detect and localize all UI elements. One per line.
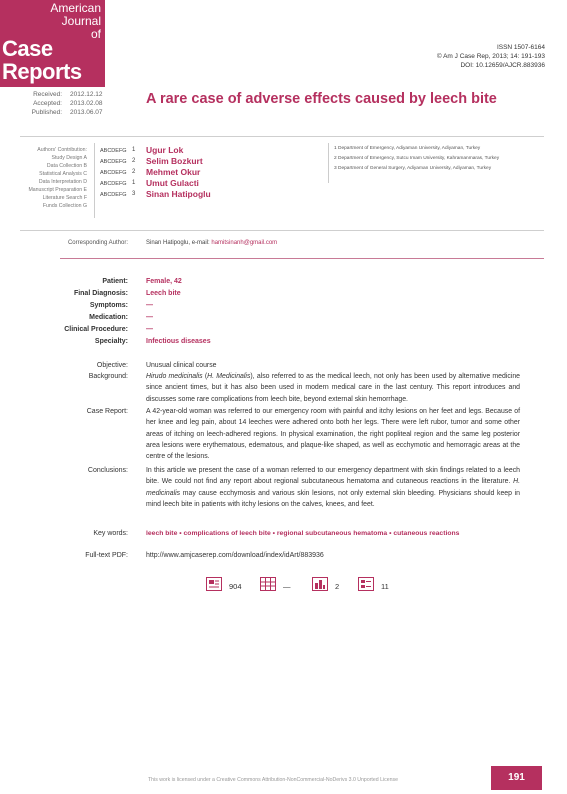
patient-label: Patient: <box>102 278 128 285</box>
accepted-label: Accepted: <box>33 100 62 107</box>
affiliation: 3 Department of General Surgery, Adiyaman University, Adiyaman, Turkey <box>334 166 492 171</box>
word-count: 904 <box>229 582 242 591</box>
divider <box>60 258 544 259</box>
divider <box>94 143 95 218</box>
contribution-label: Statistical Analysis C <box>39 171 87 177</box>
figures-icon <box>312 577 328 596</box>
case-report-text: A 42-year-old woman was referred to our emergency room with painful and itchy lesions on her feet and legs. Because of her knee and leg pain, about 14 leeches were adhered onto both her legs. There were left rubor, tumor and some other areas of itching on leech-adhered regions. In physical examination, the right popliteal region and the same leg posterior area lesions were erythematous, edematous, and plaque-like shaped, as well as ecchymotic and hemorragic areas at the centre of the lesions. <box>146 408 520 461</box>
corresponding-text: Sinan Hatipoglu, e-mail: <box>146 240 212 246</box>
contribution-label: Data Collection B <box>46 163 87 169</box>
references-count: 11 <box>381 582 389 591</box>
word-count-icon <box>206 577 222 596</box>
tables-count: — <box>283 582 291 591</box>
author-affiliation-number: 3 <box>132 191 136 197</box>
journal-name-line: Journal <box>61 14 101 28</box>
tables-icon <box>260 577 276 596</box>
author-codes: ABCDEFG <box>100 170 127 176</box>
contribution-label: Data Interpretation D <box>38 179 87 185</box>
symptoms-value: — <box>146 302 153 309</box>
procedure-value: — <box>146 326 153 333</box>
background-italic: Hirudo medicinalis <box>146 373 203 380</box>
corresponding-author <box>146 240 277 246</box>
divider <box>20 136 544 137</box>
journal-name-line: of <box>90 27 101 41</box>
diagnosis-label: Final Diagnosis: <box>73 290 128 297</box>
author-codes: ABCDEFG <box>100 192 127 198</box>
divider <box>328 143 329 183</box>
medication-value: — <box>146 314 153 321</box>
published-date: 2013.06.07 <box>70 109 103 116</box>
contribution-label: Manuscript Preparation E <box>28 187 87 193</box>
background-text: ), also referred to as the medical leech, not only has been used by alternative medicine since ancient times, but it has also been used in modern medical care in the last century. This report introduces and discusses some rare complications from leech bite, beyond external skin hemorrhage. <box>146 373 520 403</box>
conclusions-label: Conclusions: <box>87 467 128 474</box>
contribution-label: Study Design A <box>51 155 87 161</box>
affiliation: 1 Department of Emergency, Adiyaman University, Adiyaman, Turkey <box>334 146 481 151</box>
author-name: Ugur Lok <box>146 145 184 155</box>
author-codes: ABCDEFG <box>100 159 127 165</box>
journal-name-line: Reports <box>2 59 82 84</box>
conclusions-text: In this article we present the case of a woman referred to our emergency department with skin findings related to a leech bite. We could not find any report about regional subcutaneous hematoma and cutaneous reactions in the literature. <box>146 467 520 486</box>
doi: DOI: 10.12659/AJCR.883936 <box>460 62 545 69</box>
background-paragraph <box>146 371 520 405</box>
symptoms-label: Symptoms: <box>89 302 128 309</box>
page-number: 191 <box>491 766 542 790</box>
fulltext-label: Full-text PDF: <box>85 552 128 559</box>
author-name: Mehmet Okur <box>146 167 201 177</box>
author-name: Sinan Hatipoglu <box>146 189 211 199</box>
conclusions-text: may cause ecchymosis and various skin lesions, not only external skin bleeding. Physicians should keep in mind leech bite in patients with itchy lesions on the calves, knees, and feet. <box>146 489 520 508</box>
contribution-label: Funds Collection G <box>42 203 87 209</box>
author-affiliation-number: 2 <box>132 158 136 164</box>
author-codes: ABCDEFG <box>100 148 127 154</box>
accepted-date: 2013.02.08 <box>70 100 103 107</box>
specialty-value: Infectious diseases <box>146 338 211 345</box>
author-codes: ABCDEFG <box>100 181 127 187</box>
specialty-label: Specialty: <box>94 338 128 345</box>
contribution-label: Authors' Contribution: <box>37 147 87 153</box>
author-affiliation-number: 1 <box>132 147 136 153</box>
patient-value: Female, 42 <box>146 278 182 285</box>
conclusions-italic: H. medicinalis <box>146 478 520 497</box>
journal-name-line: Case <box>2 36 53 61</box>
diagnosis-value: Leech bite <box>146 290 181 297</box>
background-label: Background: <box>88 373 128 380</box>
figures-count: 2 <box>335 582 340 591</box>
received-label: Received: <box>33 91 62 98</box>
references-icon <box>358 577 374 596</box>
author-affiliation-number: 1 <box>132 180 136 186</box>
keywords-label: Key words: <box>93 530 128 537</box>
journal-name-line: American <box>50 1 101 15</box>
medication-label: Medication: <box>89 314 128 321</box>
corresponding-email-link[interactable]: hamitsinanh@gmail.com <box>211 240 278 246</box>
divider <box>20 230 544 231</box>
author-name: Umut Gulacti <box>146 178 199 188</box>
contribution-label: Literature Search F <box>42 195 87 201</box>
citation: © Am J Case Rep, 2013; 14: 191-193 <box>436 53 545 60</box>
objective-text: Unusual clinical course <box>146 362 217 369</box>
background-text: ( <box>202 373 208 380</box>
procedure-label: Clinical Procedure: <box>64 326 128 333</box>
objective-label: Objective: <box>96 362 128 369</box>
corresponding-label: Corresponding Author: <box>67 240 128 246</box>
license-text: This work is licensed under a Creative Commons Attribution-NonCommercial-NoDerivs 3.0 Unported License <box>148 777 398 783</box>
received-date: 2012.12.12 <box>70 91 103 98</box>
conclusions-paragraph <box>146 465 520 510</box>
issn: ISSN 1507-6164 <box>496 44 545 51</box>
fulltext-link[interactable]: http://www.amjcaserep.com/download/index/idArt/883936 <box>146 552 324 559</box>
published-label: Published: <box>31 109 62 116</box>
author-name: Selim Bozkurt <box>146 156 203 166</box>
keywords-value: leech bite • complications of leech bite • regional subcutaneous hematoma • cutaneous reactions <box>146 530 460 537</box>
affiliation: 2 Department of Emergency, Sutcu Imam University, Kahramanmaras, Turkey <box>334 156 500 161</box>
author-affiliation-number: 2 <box>132 169 136 175</box>
journal-logo <box>0 0 105 87</box>
article-title: A rare case of adverse effects caused by leech bite <box>146 91 497 107</box>
background-italic: H. Medicinalis <box>207 373 251 380</box>
case-report-label: Case Report: <box>86 408 128 415</box>
